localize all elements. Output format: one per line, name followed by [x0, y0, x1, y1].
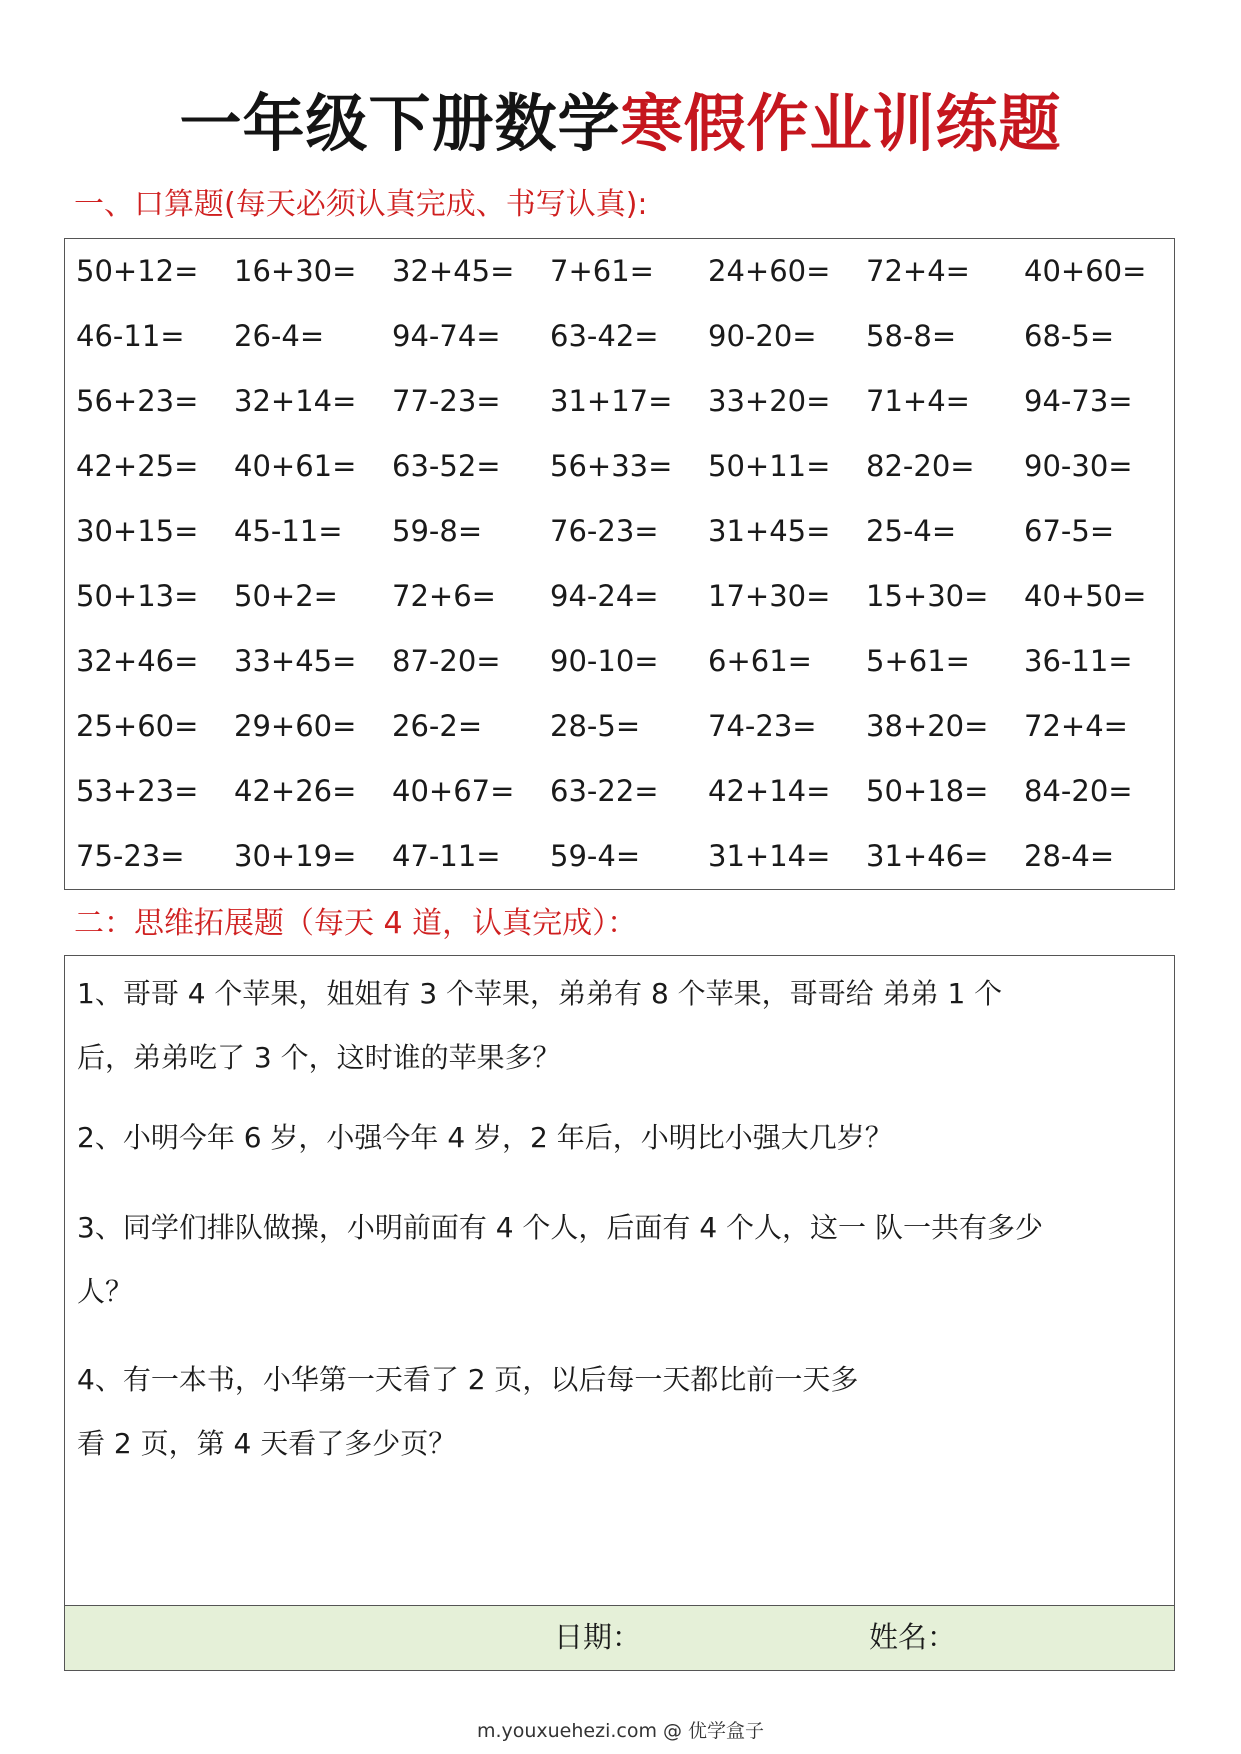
- calc-item: 33+20=: [708, 384, 831, 418]
- calc-item: 42+26=: [234, 774, 357, 808]
- calc-item: 32+46=: [76, 644, 199, 678]
- calc-row: [65, 629, 1174, 694]
- calc-row: [65, 759, 1174, 824]
- calc-item: 50+13=: [76, 579, 199, 613]
- calc-item: 28-5=: [550, 709, 641, 743]
- calc-item: 15+30=: [866, 579, 989, 613]
- name-label: 姓名：: [869, 1620, 957, 1654]
- calc-item: 63-22=: [550, 774, 659, 808]
- calc-item: 36-11=: [1024, 644, 1133, 678]
- calc-item: 90-10=: [550, 644, 659, 678]
- calc-item: 29+60=: [234, 709, 357, 743]
- calc-item: 50+12=: [76, 254, 199, 288]
- problem-2-line-1: 2、小明今年 6 岁，小强今年 4 岁，2 年后，小明比小强大几岁？: [77, 1121, 893, 1154]
- calc-item: 30+19=: [234, 839, 357, 873]
- calc-item: 5+61=: [866, 644, 970, 678]
- calc-item: 67-5=: [1024, 514, 1115, 548]
- calc-item: 16+30=: [234, 254, 357, 288]
- calc-item: 33+45=: [234, 644, 357, 678]
- page-title: [0, 82, 1241, 166]
- calc-item: 94-24=: [550, 579, 659, 613]
- calc-item: 72+4=: [866, 254, 970, 288]
- calc-item: 58-8=: [866, 319, 957, 353]
- problem-1-line-2: 后，弟弟吃了 3 个，这时谁的苹果多？: [77, 1041, 561, 1074]
- problem-4-line-1: 4、有一本书，小华第一天看了 2 页，以后每一天都比前一天多: [77, 1363, 859, 1396]
- calc-item: 28-4=: [1024, 839, 1115, 873]
- calc-item: 31+14=: [708, 839, 831, 873]
- calc-item: 50+2=: [234, 579, 338, 613]
- calc-item: 68-5=: [1024, 319, 1115, 353]
- calc-item: 40+61=: [234, 449, 357, 483]
- calc-item: 84-20=: [1024, 774, 1133, 808]
- date-name-footer: [65, 1605, 1174, 1670]
- calc-item: 30+15=: [76, 514, 199, 548]
- calc-item: 32+14=: [234, 384, 357, 418]
- page-title-part2: 寒假作业训练题: [620, 87, 1062, 160]
- source-watermark: m.youxuehezi.com @ 优学盒子: [476, 1720, 765, 1742]
- calc-item: 40+50=: [1024, 579, 1147, 613]
- thinking-problems-box: [64, 955, 1175, 1671]
- calc-row: [65, 564, 1174, 629]
- calc-item: 38+20=: [866, 709, 989, 743]
- calc-item: 25-4=: [866, 514, 957, 548]
- problem-3-line-1: 3、同学们排队做操，小明前面有 4 个人，后面有 4 个人，这一 队一共有多少: [77, 1211, 1043, 1244]
- calc-item: 94-73=: [1024, 384, 1133, 418]
- calc-item: 75-23=: [76, 839, 185, 873]
- calc-item: 59-4=: [550, 839, 641, 873]
- calc-item: 74-23=: [708, 709, 817, 743]
- section1-heading: 一、口算题(每天必须认真完成、书写认真):: [74, 187, 648, 222]
- calc-item: 71+4=: [866, 384, 970, 418]
- problem-3-line-2: 人？: [77, 1275, 134, 1308]
- calc-row: [65, 369, 1174, 434]
- calc-item: 31+17=: [550, 384, 673, 418]
- calc-item: 45-11=: [234, 514, 343, 548]
- calc-item: 50+11=: [708, 449, 831, 483]
- problem-4-line-2: 看 2 页，第 4 天看了多少页？: [77, 1427, 457, 1460]
- calc-row: [65, 304, 1174, 369]
- calc-item: 76-23=: [550, 514, 659, 548]
- problem-1-line-1: 1、哥哥 4 个苹果，姐姐有 3 个苹果，弟弟有 8 个苹果，哥哥给 弟弟 1 个: [77, 977, 1003, 1010]
- page-title-part1: 一年级下册数学: [179, 87, 621, 160]
- calc-item: 59-8=: [392, 514, 483, 548]
- calc-item: 17+30=: [708, 579, 831, 613]
- calc-item: 24+60=: [708, 254, 831, 288]
- date-label: 日期：: [554, 1620, 642, 1654]
- calc-item: 42+14=: [708, 774, 831, 808]
- calc-row: [65, 239, 1174, 304]
- calc-item: 90-30=: [1024, 449, 1133, 483]
- calc-item: 7+61=: [550, 254, 654, 288]
- calc-item: 25+60=: [76, 709, 199, 743]
- calc-item: 47-11=: [392, 839, 501, 873]
- calc-item: 72+4=: [1024, 709, 1128, 743]
- calc-item: 40+60=: [1024, 254, 1147, 288]
- calc-item: 77-23=: [392, 384, 501, 418]
- calc-item: 63-42=: [550, 319, 659, 353]
- calc-item: 82-20=: [866, 449, 975, 483]
- calc-row: [65, 434, 1174, 499]
- calc-item: 87-20=: [392, 644, 501, 678]
- calc-item: 90-20=: [708, 319, 817, 353]
- section2-heading: 二：思维拓展题（每天 4 道，认真完成）：: [74, 906, 638, 941]
- calc-item: 40+67=: [392, 774, 515, 808]
- calc-item: 94-74=: [392, 319, 501, 353]
- calc-item: 26-2=: [392, 709, 483, 743]
- calc-item: 6+61=: [708, 644, 812, 678]
- calc-item: 46-11=: [76, 319, 185, 353]
- calc-item: 56+33=: [550, 449, 673, 483]
- calc-item: 31+46=: [866, 839, 989, 873]
- calc-row: [65, 694, 1174, 759]
- calc-item: 72+6=: [392, 579, 496, 613]
- calc-row: [65, 499, 1174, 564]
- calc-item: 32+45=: [392, 254, 515, 288]
- calc-row: [65, 824, 1174, 889]
- calc-item: 53+23=: [76, 774, 199, 808]
- mental-math-table: [64, 238, 1175, 890]
- calc-item: 50+18=: [866, 774, 989, 808]
- calc-item: 56+23=: [76, 384, 199, 418]
- calc-item: 42+25=: [76, 449, 199, 483]
- calc-item: 63-52=: [392, 449, 501, 483]
- calc-item: 31+45=: [708, 514, 831, 548]
- calc-item: 26-4=: [234, 319, 325, 353]
